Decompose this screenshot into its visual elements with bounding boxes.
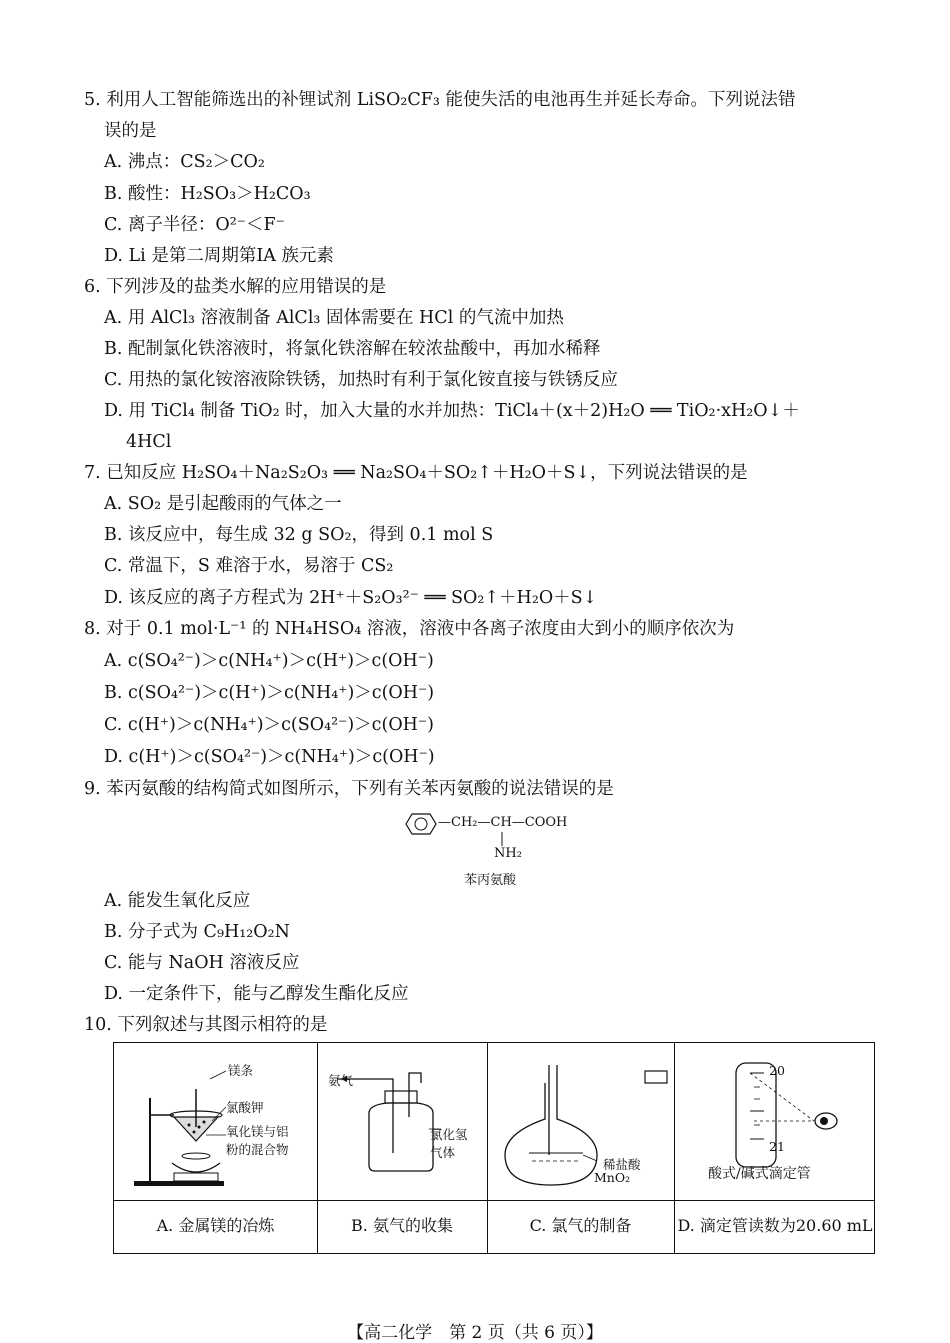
q5-option-c: C. 离子半径：O²⁻＜F⁻	[104, 215, 285, 235]
q5-option-d: D. Li 是第二周期第ⅠA 族元素	[104, 246, 334, 266]
structure-chain: —CH₂—CH—COOH	[438, 815, 568, 830]
q6-option-b: B. 配制氯化铁溶液时，将氯化铁溶解在较浓盐酸中，再加水稀释	[104, 339, 601, 359]
q9-option-a: A. 能发生氧化反应	[104, 891, 251, 911]
caption-c: C. 氯气的制备	[529, 1216, 632, 1235]
q10-figure-table	[113, 1042, 875, 1254]
caption-d: D. 滴定管读数为20.60 mL	[677, 1216, 873, 1235]
caption-a: A. 金属镁的冶炼	[156, 1216, 275, 1235]
label-burette-type: 酸式/碱式滴定管	[708, 1166, 811, 1182]
q9-stem: 9. 苯丙氨酸的结构简式如图所示，下列有关苯丙氨酸的说法错误的是	[84, 779, 614, 799]
q6-option-a: A. 用 AlCl₃ 溶液制备 AlCl₃ 固体需要在 HCl 的气流中加热	[104, 308, 564, 328]
gas-collection-bottle-icon	[317, 1043, 487, 1200]
q8-option-a: A. c(SO₄²⁻)＞c(NH₄⁺)＞c(H⁺)＞c(OH⁻)	[104, 651, 434, 671]
label-mixture-1: 氧化镁与铝	[226, 1124, 289, 1139]
q6-option-c: C. 用热的氯化铵溶液除铁锈，加热时有利于氯化铵直接与铁锈反应	[104, 370, 618, 390]
q5-stem-line1: 5. 利用人工智能筛选出的补锂试剂 LiSO₂CF₃ 能使失活的电池再生并延长寿命。下列说法错	[84, 90, 796, 110]
label-kclo3: 氯酸钾	[226, 1100, 264, 1115]
round-flask-icon	[487, 1043, 674, 1200]
label-hcl-2: 气体	[430, 1145, 456, 1160]
q8-option-b: B. c(SO₄²⁻)＞c(H⁺)＞c(NH₄⁺)＞c(OH⁻)	[104, 683, 435, 703]
q9-option-c: C. 能与 NaOH 溶液反应	[104, 953, 300, 973]
q8-option-d: D. c(H⁺)＞c(SO₄²⁻)＞c(NH₄⁺)＞c(OH⁻)	[104, 747, 435, 767]
q9-option-d: D. 一定条件下，能与乙醇发生酯化反应	[104, 984, 409, 1004]
q10-stem: 10. 下列叙述与其图示相符的是	[84, 1015, 328, 1035]
label-mg-strip: 镁条	[228, 1063, 254, 1078]
label-tick-20: 20	[769, 1063, 785, 1078]
q9-option-b: B. 分子式为 C₉H₁₂O₂N	[104, 922, 290, 942]
label-hcl-1: 氯化氢	[430, 1127, 468, 1142]
label-dilute-hcl: 稀盐酸	[603, 1157, 641, 1172]
q8-stem: 8. 对于 0.1 mol·L⁻¹ 的 NH₄HSO₄ 溶液，溶液中各离子浓度由大到小的顺序依次为	[84, 619, 735, 639]
q5-option-a: A. 沸点：CS₂＞CO₂	[104, 152, 265, 172]
page-footer: 【高二化学 第 2 页（共 6 页）】	[347, 1323, 603, 1343]
label-tick-21: 21	[769, 1139, 785, 1154]
q7-option-c: C. 常温下，S 难溶于水，易溶于 CS₂	[104, 556, 394, 576]
label-mno2: MnO₂	[594, 1170, 631, 1185]
q7-option-b: B. 该反应中，每生成 32 g SO₂，得到 0.1 mol S	[104, 525, 494, 545]
q8-option-c: C. c(H⁺)＞c(NH₄⁺)＞c(SO₄²⁻)＞c(OH⁻)	[104, 715, 434, 735]
q7-stem: 7. 已知反应 H₂SO₄＋Na₂S₂O₃ ══ Na₂SO₄＋SO₂↑＋H₂O＋S↓，下列说法错误的是	[84, 463, 748, 483]
q5-stem-line2: 误的是	[104, 121, 157, 141]
label-mixture-2: 粉的混合物	[226, 1142, 289, 1157]
q6-option-d-line2: 4HCl	[126, 432, 172, 452]
q6-stem: 6. 下列涉及的盐类水解的应用错误的是	[84, 277, 387, 297]
q7-option-d: D. 该反应的离子方程式为 2H⁺＋S₂O₃²⁻ ══ SO₂↑＋H₂O＋S↓	[104, 588, 598, 608]
structure-nh2: NH₂	[494, 846, 522, 861]
q5-option-b: B. 酸性：H₂SO₃＞H₂CO₃	[104, 184, 311, 204]
q7-option-a: A. SO₂ 是引起酸雨的气体之一	[104, 494, 342, 514]
label-ammonia: 氨气	[328, 1073, 354, 1088]
q6-option-d-line1: D. 用 TiCl₄ 制备 TiO₂ 时，加入大量的水并加热：TiCl₄＋(x＋2)H₂O ══ TiO₂·xH₂O↓＋	[104, 401, 800, 421]
caption-b: B. 氨气的收集	[351, 1216, 453, 1235]
structure-caption: 苯丙氨酸	[464, 873, 517, 888]
